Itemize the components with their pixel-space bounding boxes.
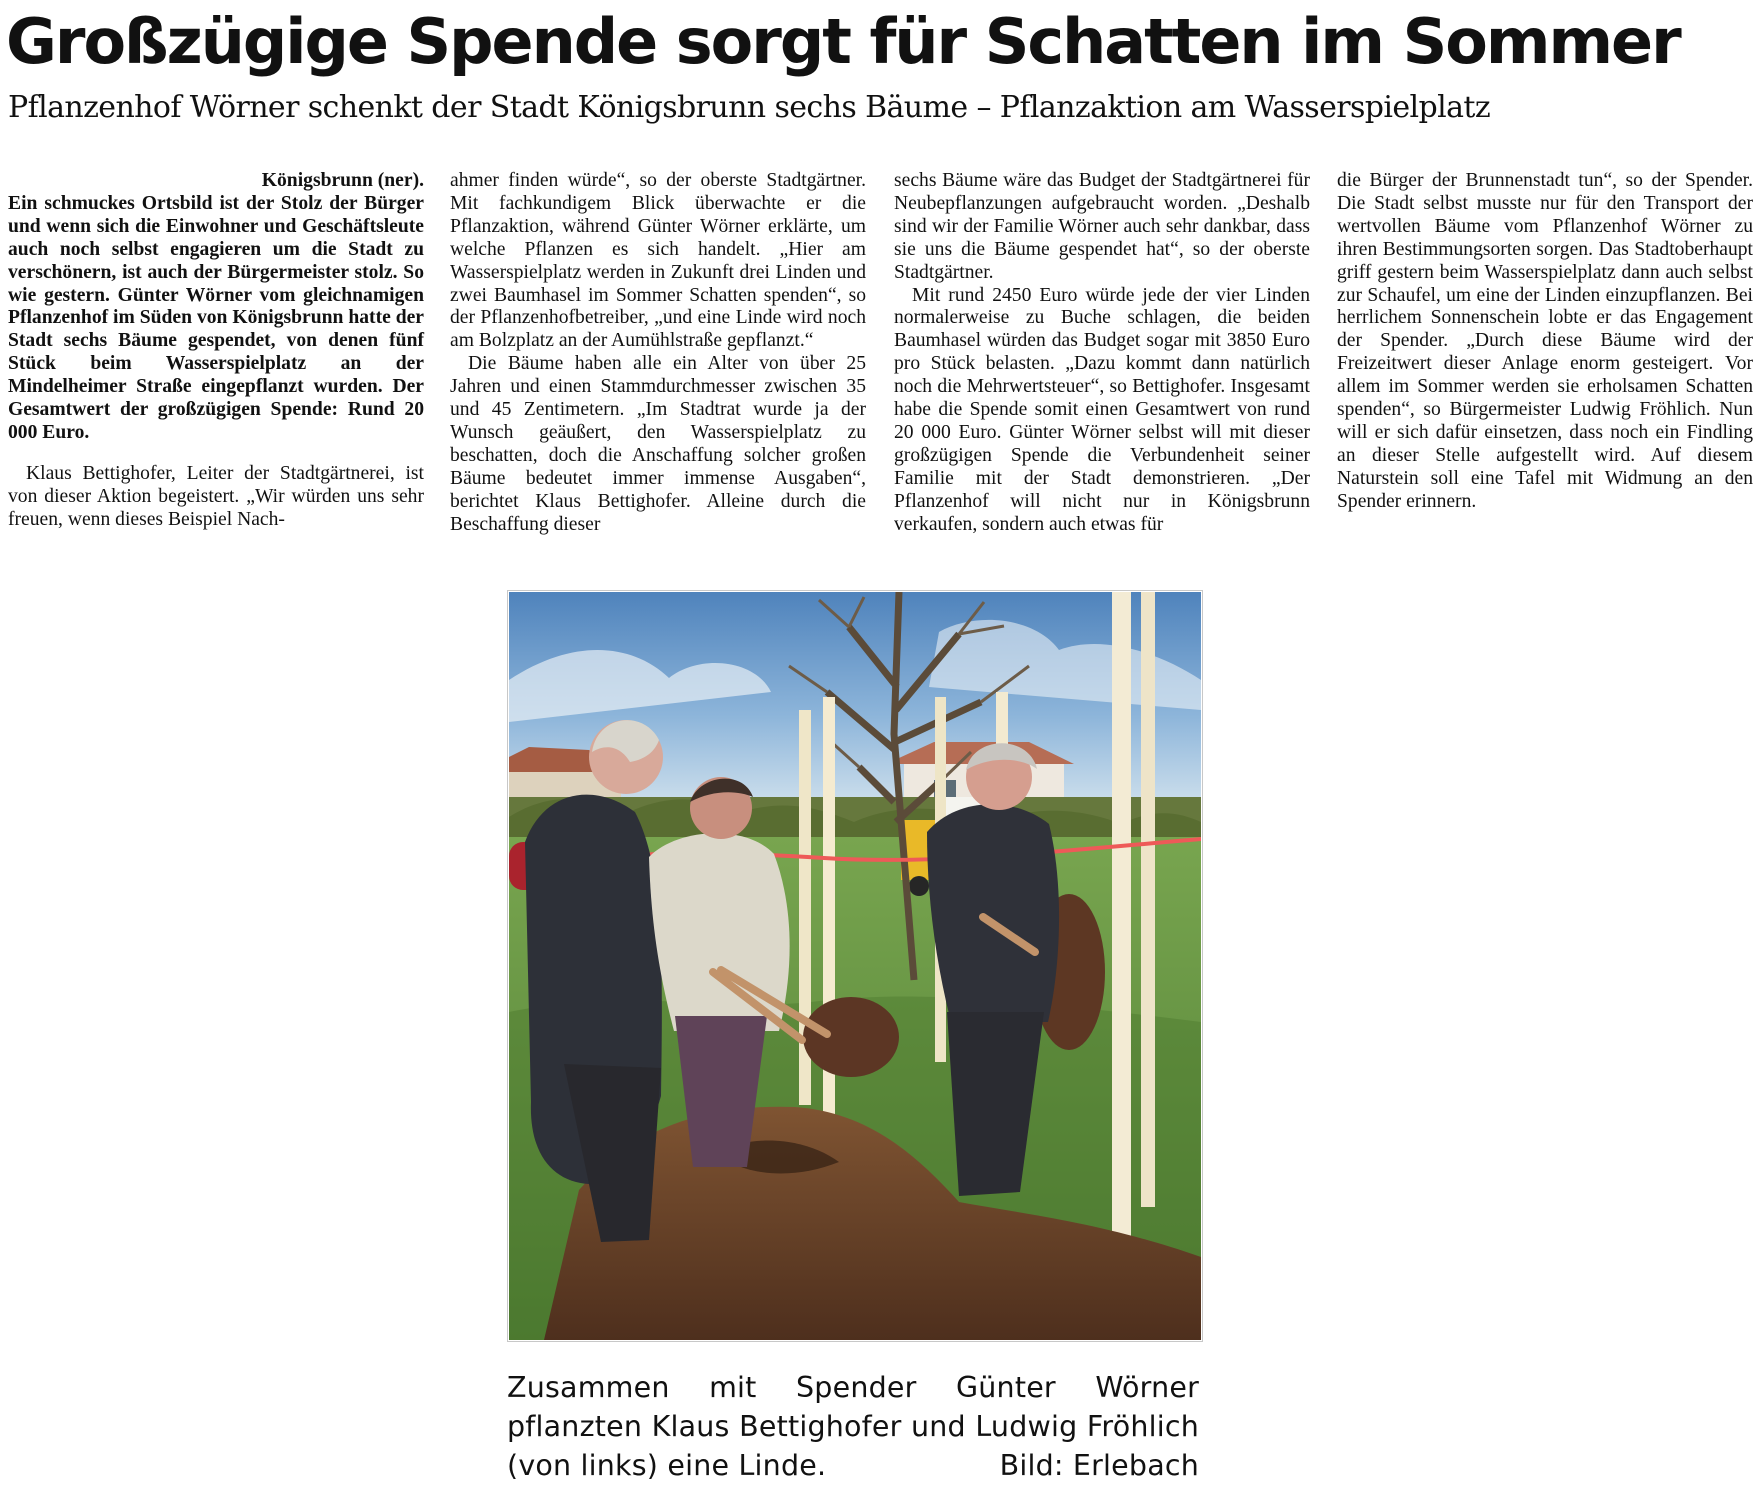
soil-clod <box>803 997 899 1077</box>
article-photo-frame <box>507 590 1203 1342</box>
photo-caption <box>507 1368 1199 1485</box>
article-column-4 <box>1337 170 1753 514</box>
body-paragraph: Die Bäume haben alle ein Alter von über 25 Jahren und einen Stammdurchmesser zwischen 35 und 45 Zentimetern. „Im Stadtrat wurde ja der Wunsch geäußert, den Wasserspielplatz zu beschatten, doch die Anschaffung solcher großen Bäume bedeutet immer immense Ausgaben“, berichtet Klaus Bettighofer. Alleine durch die Beschaffung dieser <box>450 353 866 535</box>
body-paragraph: Klaus Bettighofer, Leiter der Stadtgärtnerei, ist von dieser Aktion begeistert. „Wir würden uns sehr freuen, wenn dieses Beispiel Nach- <box>8 462 424 530</box>
caption-text: Zusammen mit Spender Günter Wörner pflanzten Klaus Bettighofer und Ludwig Fröhlich (von links) eine Linde. <box>507 1371 1199 1482</box>
article-photo <box>509 592 1201 1340</box>
photo-credit: Bild: Erlebach <box>999 1449 1199 1482</box>
subheadline: Pflanzenhof Wörner schenkt der Stadt Königsbrunn sechs Bäume – Pflanzaktion am Wasserspielplatz <box>8 90 1491 125</box>
body-paragraph: Mit rund 2450 Euro würde jede der vier Linden normalerweise zu Buche schlagen, die beiden Baumhasel würden das Budget sogar mit 3850 Euro pro Stück belasten. „Dazu kommt dann natürlich noch die Mehrwertsteuer“, so Bettighofer. Insgesamt habe die Spende somit einen Gesamtwert von rund 20 000 Euro. Günter Wörner selbst will mit dieser großzügigen Spende die Verbundenheit seiner Familie mit der Stadt demonstrieren. „Der Pflanzenhof will nicht nur in Königsbrunn verkaufen, sondern auch etwas für <box>894 284 1310 535</box>
person-right-body <box>927 804 1059 1022</box>
dateline: Königsbrunn (ner). <box>261 170 424 191</box>
tree-stake <box>1141 592 1155 1207</box>
body-paragraph: ahmer finden würde“, so der oberste Stadtgärtner. Mit fachkundigem Blick überwachte er die Pflanzaktion, während Günter Wörner erklärte, um welche Pflanzen es sich handelt. „Hier am Wasserspielplatz werden in Zukunft drei Linden und zwei Baumhasel im Sommer Schatten spenden“, so der Pflanzenhofbetreiber, „und eine Linde wird noch am Bolzplatz an der Aumühlstraße gepflanzt.“ <box>450 170 866 352</box>
lead-paragraph: Ein schmuckes Ortsbild ist der Stolz der Bürger und wenn sich die Einwohner und Geschäftsleute auch noch selbst engagieren um die Stadt zu verschönern, ist auch der Bürgermeister stolz. So wie gestern. Günter Wörner vom gleichnamigen Pflanzenhof im Süden von Königsbrunn hatte der Stadt sechs Bäume gespendet, von denen fünf Stück beim Wasserspielplatz an der Mindelheimer Straße eingepflanzt wurden. Der Gesamtwert der großzügigen Spende: Rund 20 000 Euro. <box>8 192 424 443</box>
article-column-3 <box>894 170 1310 537</box>
article-column-1 <box>8 170 424 532</box>
truck-wheel <box>909 876 929 896</box>
article-column-2 <box>450 170 866 537</box>
tree-stake <box>1112 592 1131 1270</box>
headline: Großzügige Spende sorgt für Schatten im Sommer <box>6 5 1680 78</box>
body-paragraph: die Bürger der Brunnenstadt tun“, so der Spender. Die Stadt selbst musste nur für den Transport der wertvollen Bäume vom Pflanzenhof Wörner zu ihren Bestimmungsorten sorgen. Das Stadtoberhaupt griff gestern beim Wasserspielplatz dann auch selbst zur Schaufel, um eine der Linden einzupflanzen. Bei herrlichem Sonnenschein lobte er das Engagement der Spender. „Durch diese Bäume wird der Freizeitwert dieser Anlage enorm gesteigert. Vor allem im Sommer werden sie erholsamen Schatten spenden“, so Bürgermeister Ludwig Fröhlich. Nun will er sich dafür einsetzen, dass noch ein Findling an dieser Stelle aufgestellt wird. Auf diesem Naturstein soll eine Tafel mit Widmung an den Spender erinnern. <box>1337 170 1753 512</box>
body-paragraph: sechs Bäume wäre das Budget der Stadtgärtnerei für Neubepflanzungen aufgebraucht worden. „Deshalb sind wir der Familie Wörner auch sehr dankbar, dass sie uns die Bäume gespendet hat“, so der oberste Stadtgärtner. <box>894 170 1310 283</box>
